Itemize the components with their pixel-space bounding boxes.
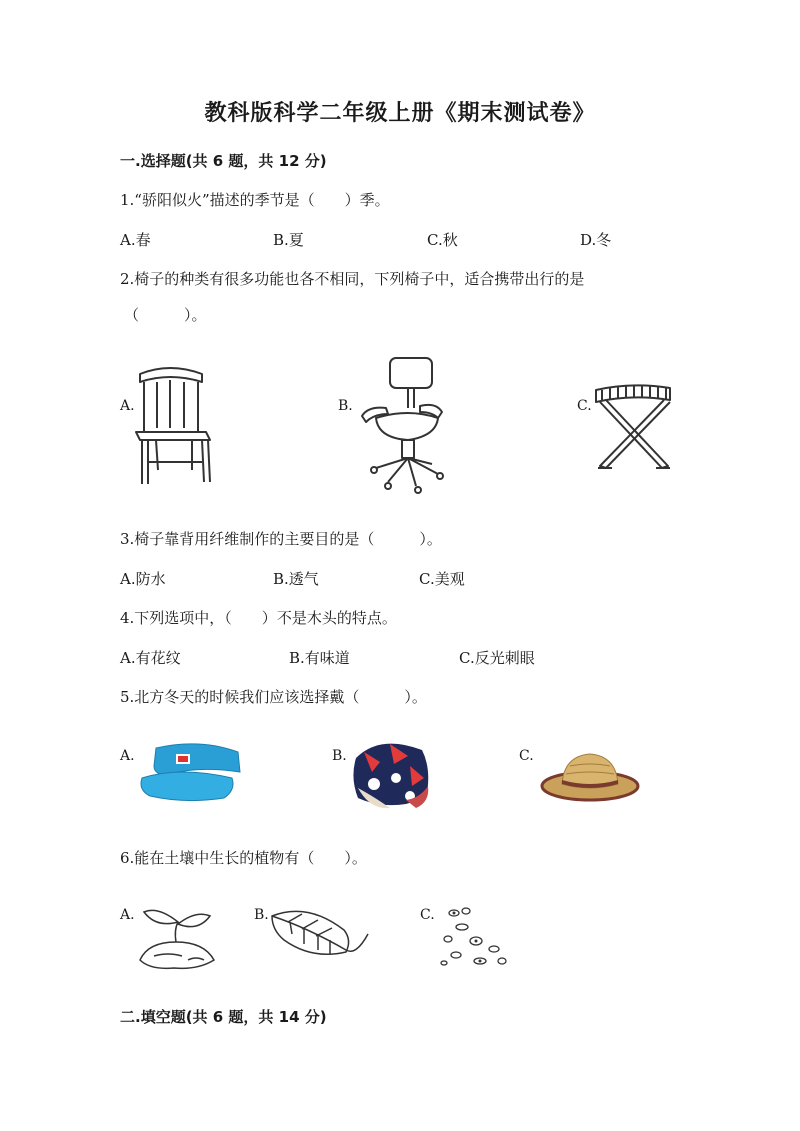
question-2: 2.椅子的种类有很多功能也各不相同，下列椅子中，适合携带出行的是 — [120, 270, 585, 288]
question-6: 6.能在土壤中生长的植物有（ ）。 — [120, 849, 367, 867]
folding-stool-image — [592, 380, 674, 475]
q1-option-a: A.春 — [120, 231, 151, 249]
q2-label-b: B. — [338, 398, 353, 414]
leaf-image — [268, 904, 372, 964]
straw-hat-image — [540, 752, 642, 806]
question-2-blank: （ ）。 — [124, 306, 207, 324]
q3-option-c: C.美观 — [419, 570, 465, 588]
q3-option-a: A.防水 — [120, 570, 166, 588]
q5-label-c: C. — [519, 748, 534, 764]
seedling-image — [138, 902, 218, 974]
q4-option-b: B.有味道 — [289, 649, 350, 667]
sun-visor-image — [140, 740, 246, 806]
section-heading-fill-in: 二.填空题(共 6 题，共 14 分) — [120, 1008, 327, 1026]
question-3: 3.椅子靠背用纤维制作的主要目的是（ ）。 — [120, 530, 442, 548]
question-4: 4.下列选项中，（ ）不是木头的特点。 — [120, 609, 397, 627]
q5-label-a: A. — [120, 748, 135, 764]
q6-label-a: A. — [120, 907, 135, 923]
office-chair-image — [358, 356, 448, 496]
q4-option-c: C.反光刺眼 — [459, 649, 535, 667]
seeds-image — [436, 905, 516, 971]
q2-label-c: C. — [577, 398, 592, 414]
q1-option-c: C.秋 — [427, 231, 458, 249]
question-5: 5.北方冬天的时候我们应该选择戴（ ）。 — [120, 688, 427, 706]
section-heading-choice: 一.选择题(共 6 题，共 12 分) — [120, 152, 327, 170]
winter-hat-image — [350, 738, 432, 810]
q1-option-d: D.冬 — [580, 231, 612, 249]
q5-label-b: B. — [332, 748, 347, 764]
q2-label-a: A. — [120, 398, 135, 414]
question-1: 1.“骄阳似火”描述的季节是（ ）季。 — [120, 191, 390, 209]
page-title: 教科版科学二年级上册《期末测试卷》 — [204, 101, 596, 126]
q6-label-c: C. — [420, 907, 435, 923]
q1-option-b: B.夏 — [273, 231, 304, 249]
q6-label-b: B. — [254, 907, 269, 923]
q3-option-b: B.透气 — [273, 570, 319, 588]
wooden-chair-image — [132, 362, 212, 487]
q4-option-a: A.有花纹 — [120, 649, 181, 667]
